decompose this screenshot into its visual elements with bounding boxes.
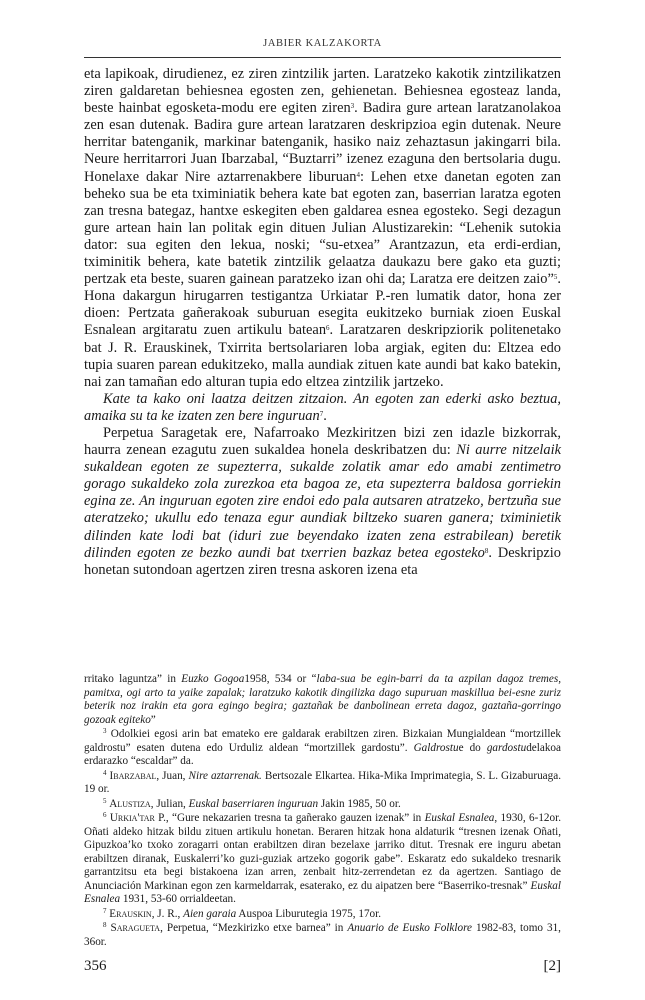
footnote-number: 3	[103, 727, 107, 735]
italic-title: Anuario de Eusko Folklore	[347, 922, 472, 934]
footnote-ref-6[interactable]: 6	[326, 324, 330, 333]
footnote-4	[84, 770, 561, 797]
text-run: rritako laguntza” in	[84, 673, 182, 685]
footnotes	[84, 673, 561, 950]
text-run: P., “Gure nekazarien tresna ta gañerako gauzen izenak” in	[154, 812, 425, 824]
italic-title: Euzko Gogoa	[181, 673, 245, 685]
text-run: , Juan,	[156, 769, 189, 782]
text-run: .	[323, 407, 327, 424]
italic-title: Euskal Esnalea	[84, 879, 561, 905]
text-run: . Badira gure artean laratzanolakoa zen esan dutenak. Badira gure artean laratzaren deskripzioa egin dutenak. Neure herritar batenganik, markinar batenganik, hasiko naiz zehaztasun jakingarri bila. Neure herritarrori Juan Ibarzabal, “Buztarri” izenez ezaguna den bertsolaria dugu. Honelaxe dakar Nire aztarrenakbere liburuan	[84, 100, 561, 185]
text-run: 1931, 53-60 orrialdeetan.	[120, 893, 236, 905]
italic-title: Nire aztarrenak.	[188, 769, 262, 782]
text-run: Bertsozale Elkartea. Hika-Mika Imprimategia, S. L. Gizaburuaga. 19 or.	[84, 769, 561, 795]
footnote-5	[84, 798, 561, 812]
text-run: , 1930, 6-12or. Oñati aldeko hitzak bildu zituen artikulu honetan. Beraren hitzak hona aldaturik “tresnen izenak Oñati, Gipuzkoa’ko txoko zoragarri ontan erabiltzen diran bezelaxe jarriko ditut. Tresnak ere inguru abetan erabiltzen diranak, Euskalerri’ko guzi-guziak artzeko gogorik gabe”. Eskaratz edo sukaldeko tresnarik garrantzitsu eta begi bistakoena izan arren, zenbait hitz-zerrendetan ez da agertzen. Santiago de Anunciación Markinan egon zen karmeldarrak, esaterako, ez du aipatzen bere “Baserriko-tresnak”	[84, 812, 561, 892]
text-run: . Laratzaren deskripziorik politenetako bat J. R. Erauskinek, Txirrita bertsolariaren loba argiak, egiten du: Eltzea edo tupia suaren parean edukitzeko, malla aundiak zituen kate aundi bat kako batekin, nai zan tamañan edo alturan tupia edo eltzea zintzilik jartzeko.	[84, 322, 561, 390]
running-header: JABIER KALZAKORTA	[263, 38, 382, 49]
italic-title: Euskal baserriaren inguruan	[188, 797, 319, 810]
footnote-ref-4[interactable]: 4	[356, 170, 360, 179]
text-run: 1982-83, tomo 31, 36or.	[84, 922, 561, 948]
italic-quote: Ni aurre nitzelaik sukaldean egoten ze supezterra, sukalde zolatik amar edo amabi zentimetro gorago sukaldeko zola zurezkoa eta bagoa ze, eta supezterra baldosa gorriekin egina ze. An inguruan egoten zire endoi edo pala autsaren atratzeko, bertzuña sue ateratzeko; ukullu edo tenaza egur aundiak biltzeko suaren ganera; tximinietik dilinden kate lodi bat (iduri zue beyendako izaten zena estrabilean) beretik dilinden egoten ze bezko aundi bat txerrien bazkaz betea egosteko	[84, 442, 561, 561]
text-run: Odolkiei egosi arin bat emateko ere galdarak erabiltzen ziren. Bizkaian Mungialdean “mortzillek galdrostu” esaten dutena edo Urduliz aldean “mortzillek gardostu”.	[84, 728, 561, 754]
footnote-number: 7	[103, 906, 107, 915]
text-run: 1958, 534 or “	[244, 673, 317, 685]
author-name: Saragueta	[110, 922, 161, 934]
text-run: delakoa erdarazko “escaldar” da.	[84, 741, 561, 767]
text-run: , J. R.,	[151, 907, 184, 920]
text-run: , Perpetua, “Mezkirizko etxe barnea” in	[160, 922, 348, 934]
text-run: . Hona dakargun hirugarren testigantza Urkiatar P.-ren lumatik dator, hona zer dioen: Pertzata gañerakoak suburuan esegita eukitzeko burniak zioen Euskal Esnalean argitaratu zuen artikulu batean	[84, 271, 561, 339]
footnote-ref-3[interactable]: 3	[350, 102, 355, 111]
author-name: Erauskin	[109, 907, 152, 920]
footnote-number: 8	[103, 921, 107, 929]
text-run: : Lehen etxe danetan egoten zan beheko sua be eta tximiniatik behera kate bat egoten zan, baserrian laratza egoten zan tresna bategaz, hantxe eskegiten eben galdarea esnea egosteko. Segi dezagun gure artean hain lan politak egin dituen Julian Alustizarekin: “Lehenik sutokia dator: sua egiten den lekua, noski; “su-etxea” Arantzazun, eta erdi-erdian, tximinitik behera, kate batetik zintzilik gelaatza daukazu bere gako eta guzti; pertzak eta beste, suaren gainean paratzeko izan ohi da; Laratza ere deitzen zaio”	[84, 168, 561, 288]
footnote-ref-5[interactable]: 5	[553, 273, 558, 282]
footnote-ref-8[interactable]: 8	[484, 546, 489, 555]
footnote-number: 5	[103, 796, 107, 805]
header-rule	[84, 57, 561, 58]
italic-quote: Kate ta kako oni laatza deitzen zitzaion. An egoten zan ederki asko beztua, amaika su ta ke izaten zen bere inguruan	[84, 390, 561, 424]
footnote-number: 6	[103, 811, 107, 819]
footnote-7	[84, 908, 561, 922]
italic-title: Euskal Esnalea	[424, 812, 495, 824]
footnote-number: 4	[103, 768, 107, 777]
footnote-continued	[84, 673, 561, 727]
text-run: . Deskripzio honetan sutondoan agertzen ziren tresna askoren izena eta	[84, 544, 561, 578]
footnote-6	[84, 812, 561, 907]
text-run: e do	[458, 741, 487, 754]
footnote-3	[84, 728, 561, 769]
italic-term: gardostu	[486, 741, 527, 754]
text-run: eta lapikoak, dirudienez, ez ziren zintzilik jarten. Laratzeko kakotik zintzilikatzen ziren galdaretan behiesnea egosten zen, gehienetan. Behiesnea egosteaz landa, beste hainbat egosketa-modu ere egiten ziren	[84, 66, 561, 117]
italic-quote: laba-sua be egin-barri da ta azpilan dagoz tremes, pamitxa, ogi arto ta yaike zapalak; laratzuko kakotik dingilizka dago supuruan maskillua bei-esne zuriz beterik noz irakin eta gora egingo begira; gaztañak be danbolinean erreta dagoz, gaztaña-gorringo gozoak egiteko	[84, 673, 561, 726]
body-text	[84, 66, 561, 579]
italic-title: Aien garaia	[183, 907, 237, 920]
footnote-8	[84, 922, 561, 949]
paragraph-1	[84, 66, 561, 391]
page-number: 356	[84, 958, 107, 974]
text-run: Jakin 1985, 50 or.	[318, 797, 401, 810]
author-name: Alustiza	[109, 797, 151, 810]
author-name: Ibarzabal	[109, 769, 157, 782]
page-bracket-number: [2]	[543, 958, 561, 974]
text-run: ”	[150, 713, 156, 726]
author-name: Urkia'tar	[109, 812, 155, 824]
italic-term: Galdrostu	[413, 741, 459, 754]
paragraph-3	[84, 425, 561, 579]
footnote-ref-7[interactable]: 7	[319, 409, 324, 418]
text-run: , Julian,	[150, 797, 189, 810]
paragraph-2-quote	[84, 391, 561, 425]
text-run: Perpetua Saragetak ere, Nafarroako Mezkiritzen bizi zen idazle bizkorrak, haurra zenean ezagutu zuen sukaldea honela deskribatzen du:	[84, 424, 561, 459]
text-run: Auspoa Liburutegia 1975, 17or.	[236, 907, 382, 920]
